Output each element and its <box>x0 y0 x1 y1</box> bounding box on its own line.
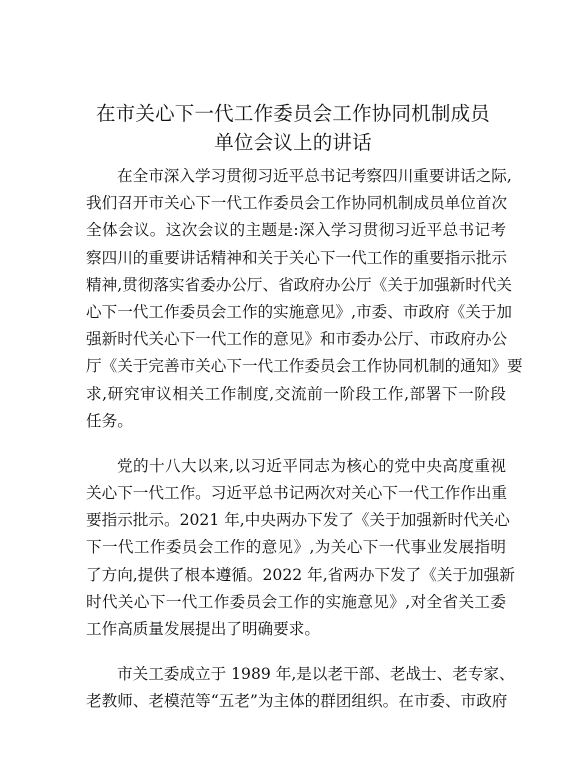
text-line: 市关工委成立于 1989 年,是以老干部、老战士、老专家、 <box>117 665 515 684</box>
paragraph <box>86 453 515 643</box>
text-line: 时代关心下一代工作委员会工作的实施意见》,对全省关工委 <box>86 592 506 611</box>
text-line: 要指示批示。2021 年,中央两办下发了《关于加强新时代关心 <box>86 511 510 530</box>
text-line: 工作高质量发展提出了明确要求。 <box>86 620 320 638</box>
text-line: 党的十八大以来,以习近平同志为核心的党中央高度重视 <box>117 456 506 475</box>
text-line: 全体会议。这次会议的主题是:深入学习贯彻习近平总书记考 <box>86 221 506 240</box>
text-line: 任务。 <box>86 411 133 430</box>
text-line: 察四川的重要讲话精神和关于关心下一代工作的重要指示批示 <box>86 248 508 267</box>
text-line: 老教师、老模范等“五老”为主体的群团组织。在市委、市政府 <box>86 692 508 711</box>
text-line: 精神,贯彻落实省委办公厅、省政府办公厅《关于加强新时代关 <box>86 275 512 294</box>
paragraph <box>86 163 523 435</box>
text-line: 厅《关于完善市关心下一代工作委员会工作协同机制的通知》要 <box>86 357 523 376</box>
text-line: 我们召开市关心下一代工作委员会工作协同机制成员单位首次 <box>86 194 508 213</box>
text-line: 求,研究审议相关工作制度,交流前一阶段工作,部署下一阶段 <box>86 384 506 403</box>
document-title <box>40 99 546 157</box>
text-line: 关心下一代工作。习近平总书记两次对关心下一代工作作出重 <box>86 484 508 503</box>
title-line: 在市关心下一代工作委员会工作协同机制成员 <box>95 102 490 125</box>
text-line: 在全市深入学习贯彻习近平总书记考察四川重要讲话之际, <box>117 167 512 185</box>
text-line: 强新时代关心下一代工作的意见》和市委办公厅、市政府办公 <box>86 330 508 349</box>
text-line: 了方向,提供了根本遵循。2022 年,省两办下发了《关于加强新 <box>86 565 515 584</box>
text-line: 心下一代工作委员会工作的实施意见》,市委、市政府《关于加 <box>86 302 512 321</box>
text-line: 下一代工作委员会工作的意见》,为关心下一代事业发展指明 <box>86 538 506 557</box>
document-body <box>86 163 523 734</box>
title-line: 单位会议上的讲话 <box>214 131 372 154</box>
paragraph <box>86 661 515 715</box>
